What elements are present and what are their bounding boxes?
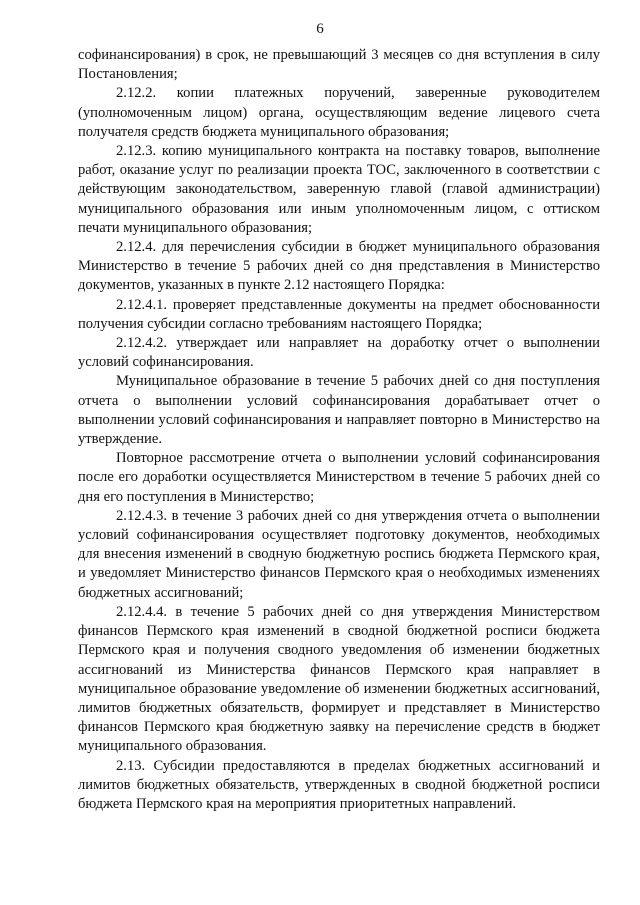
paragraph-continuation: софинансирования) в срок, не превышающий 3 месяцев со дня вступления в силу Постановления; [78, 47, 600, 83]
paragraph-2-12-2: 2.12.2. копии платежных поручений, заверенные руководителем (уполномоченным лицом) органа, осуществляющим ведение лицевого счета получателя средств бюджета муниципального образования; [78, 85, 600, 140]
paragraph-2-12-4: 2.12.4. для перечисления субсидии в бюджет муниципального образования Министерство в течение 5 рабочих дней со дня представления в Министерство документов, указанных в пункте 2.12 настоящего Порядка: [78, 239, 600, 294]
paragraph-2-12-4-3: 2.12.4.3. в течение 3 рабочих дней со дня утверждения отчета о выполнении условий софинансирования осуществляет подготовку документов, необходимых для внесения изменений в сводную бюджетную роспись бюджета Пермского края, и уведомляет Министерство финансов Пермского края о необходимых изменениях бюджетных ассигнований; [78, 507, 600, 601]
page-number: 6 [316, 21, 324, 37]
paragraph-2-12-4-4: 2.12.4.4. в течение 5 рабочих дней со дня утверждения Министерством финансов Пермского края изменений в сводной бюджетной росписи бюджета Пермского края и получения сводного уведомления об изменении бюджетных ассигнований из Министерства финансов Пермского края направляет в муниципальное образование уведомление об изменении бюджетных ассигнований, лимитов бюджетных обязательств, формирует и представляет в Министерство финансов Пермского края бюджетную заявку на перечисление средств в бюджет муниципального образования. [78, 603, 600, 755]
paragraph-2-12-4-1: 2.12.4.1. проверяет представленные документы на предмет обоснованности получения субсидии согласно требованиям настоящего Порядка; [78, 296, 600, 332]
paragraph-2-13: 2.13. Субсидии предоставляются в пределах бюджетных ассигнований и лимитов бюджетных обязательств, утвержденных в сводной бюджетной росписи бюджета Пермского края на мероприятия приоритетных направлений. [78, 757, 600, 812]
document-body [78, 46, 600, 814]
paragraph-2-12-3: 2.12.3. копию муниципального контракта на поставку товаров, выполнение работ, оказание услуг по реализации проекта ТОС, заключенного в соответствии с действующим законодательством, заверенную главой (главой администрации) муниципального образования или иным уполномоченным лицом, с оттиском печати муниципального образования; [78, 143, 600, 236]
paragraph-repeat-review: Повторное рассмотрение отчета о выполнении условий софинансирования после его доработки осуществляется Министерством в течение 5 рабочих дней со дня его поступления в Министерство; [78, 450, 600, 505]
paragraph-municipal-revision: Муниципальное образование в течение 5 рабочих дней со дня поступления отчета о выполнении условий софинансирования дорабатывает отчет о выполнении условий софинансирования и направляет повторно в Министерство на утверждение. [78, 373, 600, 448]
paragraph-2-12-4-2: 2.12.4.2. утверждает или направляет на доработку отчет о выполнении условий софинансирования. [78, 335, 600, 371]
